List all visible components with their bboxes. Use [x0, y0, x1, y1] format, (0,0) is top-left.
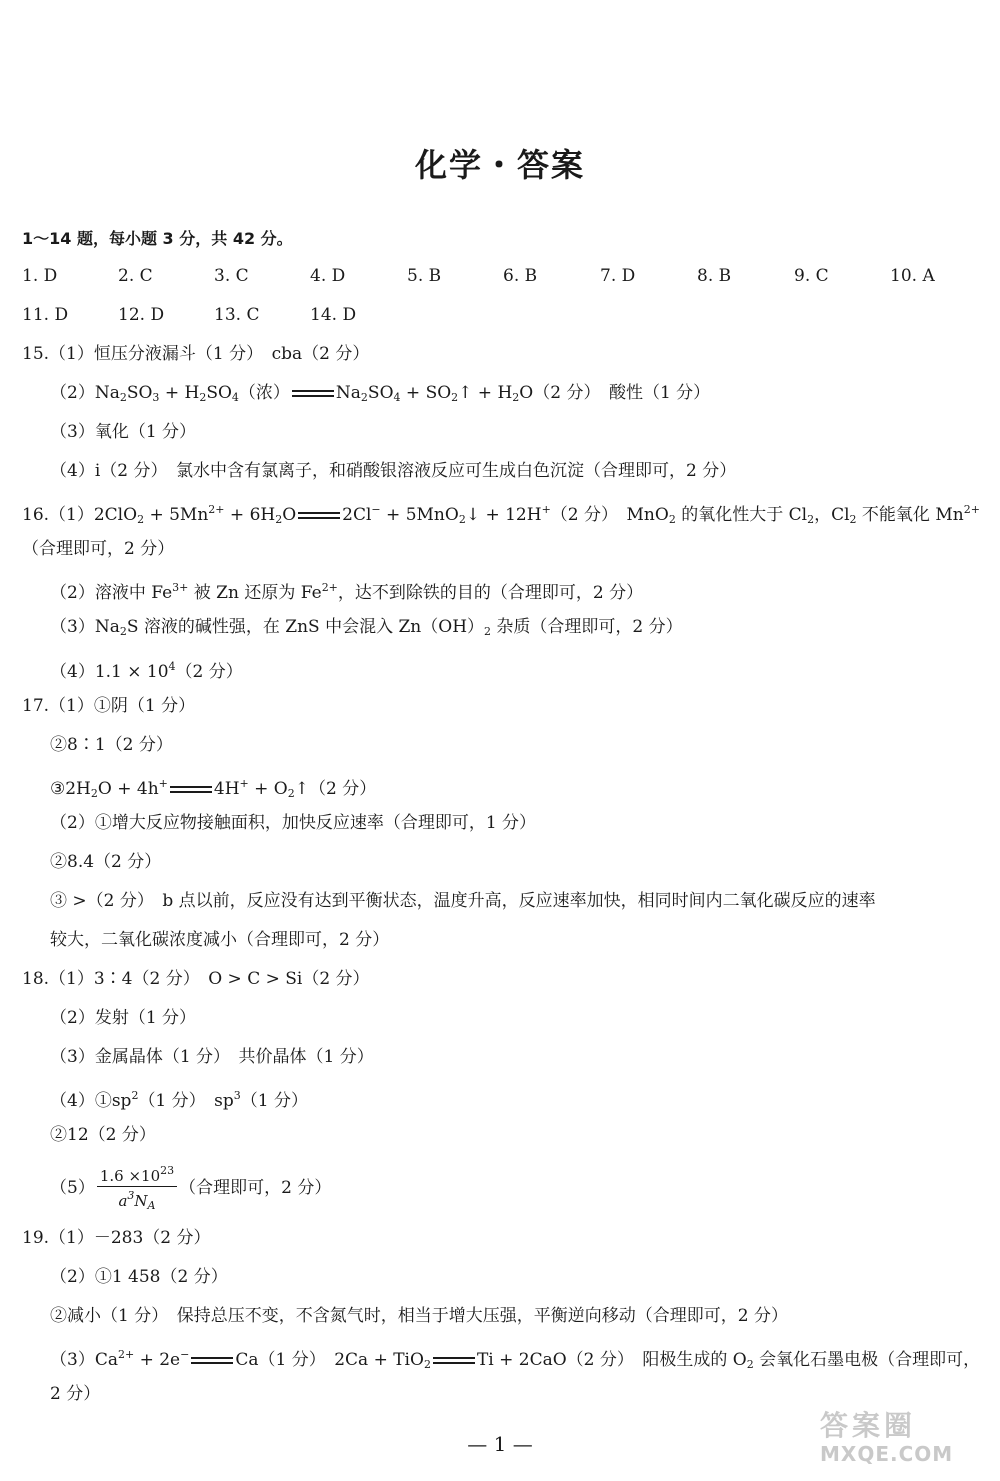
mc-answer: 5. B: [407, 266, 442, 286]
q19-line-2: （2）①1 458（2 分）: [50, 1267, 228, 1287]
equals-sign: [191, 1356, 233, 1366]
mc-answer: 11. D: [22, 305, 69, 325]
mc-answer: 10. A: [890, 266, 935, 286]
watermark-text: 答案圈: [820, 1409, 917, 1442]
equals-sign: [292, 389, 334, 399]
q17-line-5: ②8.4（2 分）: [50, 852, 162, 872]
equals-sign: [433, 1356, 475, 1366]
q18-line-3: （3）金属晶体（1 分） 共价晶体（1 分）: [50, 1047, 374, 1067]
q16-line-5: $(4)1.1 \times 10^4(2$ 分）: [50, 660, 243, 682]
q18-line-4: $(4)①sp^2(1$ 分） $sp^3(1$ 分）: [50, 1089, 308, 1111]
q18-line-1: 18.（1）3∶4（2 分） O > C > Si（2 分）: [22, 969, 370, 989]
q18-line-6: （5） $\frac{1.6 \times 10^{23}}{a^3N_A}$ （合理即可，2 分）: [50, 1162, 331, 1215]
mc-answer: 4. D: [310, 266, 346, 286]
mc-answer: 7. D: [600, 266, 636, 286]
watermark-logo: [820, 1410, 990, 1472]
intro-line: 1～14 题，每小题 3 分，共 42 分。: [22, 229, 293, 248]
q19-line-4: $(3)Ca^{2+} + 2e^-$ Ca（1 分） 2Ca + TiO$_2$ Ti + 2CaO（2 分） 阳极生成的 $O_2$ 会氧化石墨电极（合理即可，: [50, 1348, 981, 1371]
watermark-url: MXQE.COM: [820, 1442, 954, 1466]
mc-answer: 13. C: [214, 305, 260, 325]
q19-line-3: ②减小（1 分） 保持总压不变，不含氮气时，相当于增大压强，平衡逆向移动（合理即可，2 分）: [50, 1306, 788, 1326]
q16-line-3: （2）溶液中 $Fe^{3+}$ 被 Zn 还原为 $Fe^{2+}$，达不到除铁的目的（合理即可，2 分）: [50, 581, 644, 603]
q17-line-3: $③2H_2O + 4h^+$ $4H^+ + O_2↑(2$ 分）: [50, 777, 377, 800]
mc-answer: 2. C: [118, 266, 153, 286]
mc-answer: 6. B: [503, 266, 538, 286]
mc-answer: 12. D: [118, 305, 165, 325]
q17-line-2: ②8∶1（2 分）: [50, 735, 173, 755]
mc-answer: 9. C: [794, 266, 829, 286]
q17-line-6: ③ >（2 分） b 点以前，反应没有达到平衡状态，温度升高，反应速率加快，相同时间内二氧化碳反应的速率: [50, 891, 876, 911]
q15-line-4: （4）ⅰ（2 分） 氯水中含有氯离子，和硝酸银溶液反应可生成白色沉淀（合理即可，2 分）: [50, 461, 737, 481]
q18-line-2: （2）发射（1 分）: [50, 1008, 197, 1028]
mc-answer: 8. B: [697, 266, 732, 286]
q15-line-2: $(2)Na_2SO_3 + H_2SO_4$（浓） $Na_2SO_4$ + $SO_2↑ + H_2O(2$ 分） 酸性（1 分）: [50, 383, 711, 404]
equals-sign: [170, 785, 212, 795]
fraction: $\frac{1.6 \times 10^{23}}{a^3N_A}$: [97, 1162, 177, 1215]
q17-line-1: 17.（1）①阴（1 分）: [22, 696, 196, 716]
q17-line-7: 较大，二氧化碳浓度减小（合理即可，2 分）: [50, 930, 390, 950]
q15-line-1: 15.（1）恒压分液漏斗（1 分） cba（2 分）: [22, 344, 370, 364]
mc-answer: 1. D: [22, 266, 58, 286]
page-number: — 1 —: [467, 1432, 533, 1456]
equals-sign: [298, 511, 340, 521]
q16-line-1: $16.(1)2ClO_2 + 5Mn^{2+} + 6H_2O$ 2Cl− + 5MnO$_2$↓ + 12H+（2 分） MnO$_2$ 的氧化性大于 $Cl_2$，$Cl_2$ 不能氧化 $Mn^{2+}$: [22, 503, 980, 526]
page-title: 化学・答案: [414, 146, 585, 184]
mc-answer: 14. D: [310, 305, 357, 325]
q17-line-4: （2）①增大反应物接触面积，加快反应速率（合理即可，1 分）: [50, 813, 537, 833]
q18-line-5: ②12（2 分）: [50, 1125, 156, 1145]
q19-line-5: 2 分）: [50, 1384, 101, 1404]
q19-line-1: 19.（1）－283（2 分）: [22, 1228, 211, 1248]
mc-answer: 3. C: [214, 266, 249, 286]
q16-line-2: （合理即可，2 分）: [22, 539, 175, 559]
q16-line-4: $(3)Na_2S$ 溶液的碱性强，在 ZnS 中会混入 $Zn(OH)_2$ 杂质（合理即可，2 分）: [50, 617, 683, 638]
q15-line-3: （3）氧化（1 分）: [50, 422, 197, 442]
